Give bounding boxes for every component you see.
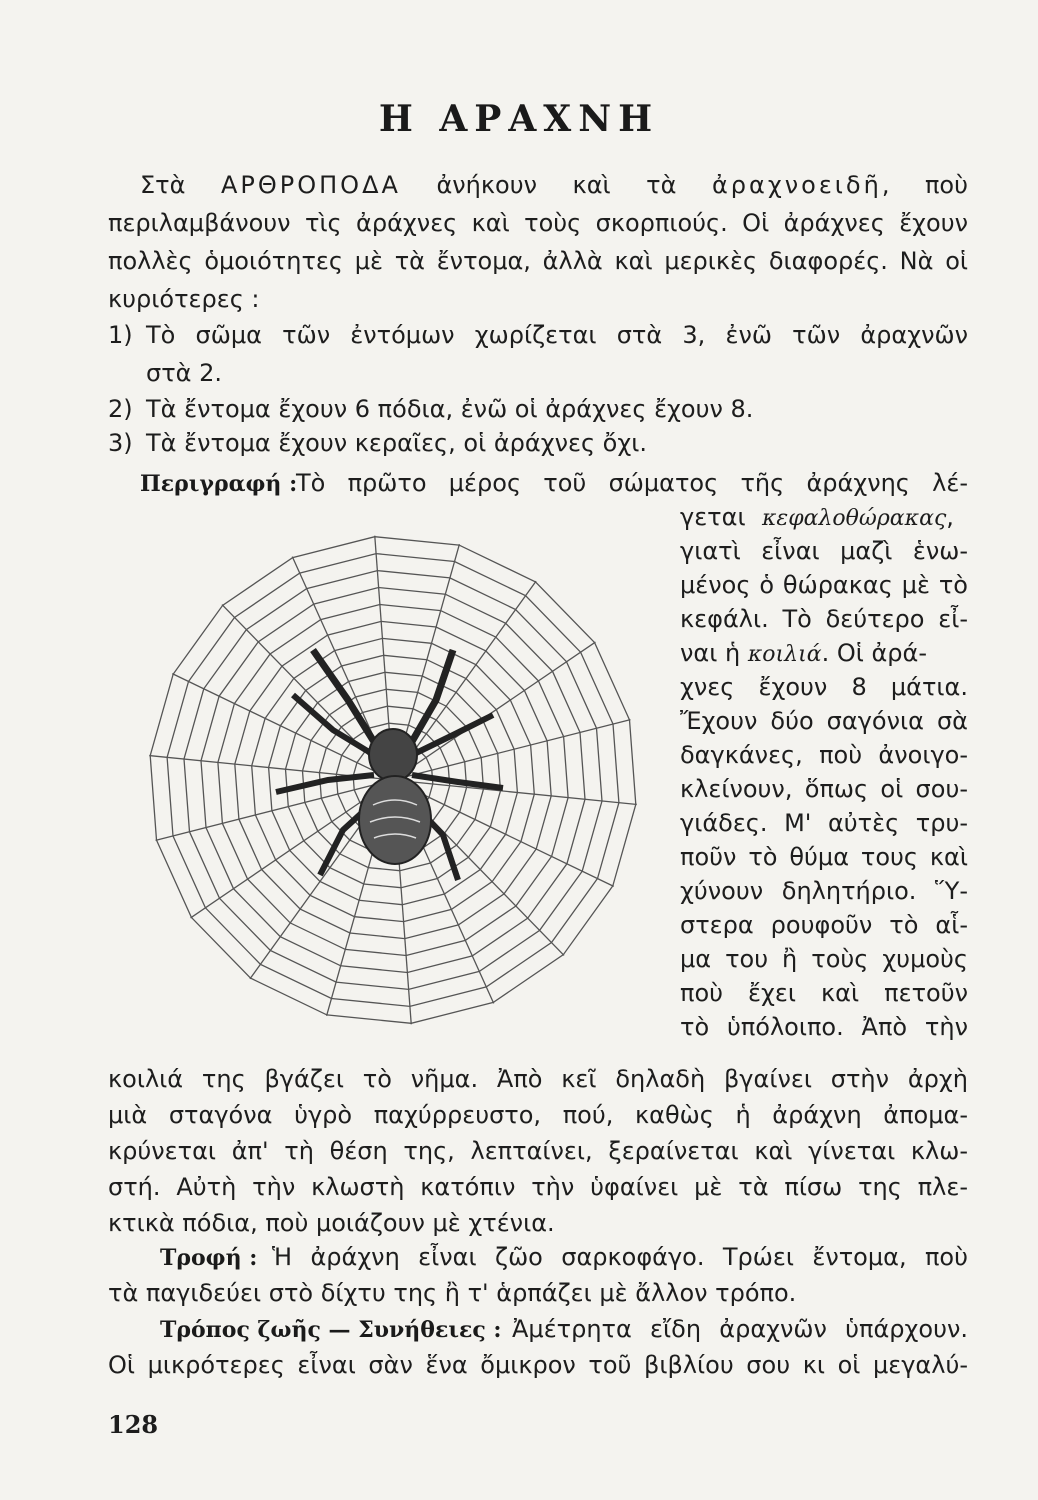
term-cephalothorax: κεφαλοθώρακας <box>762 506 947 531</box>
side-text: γεται <box>680 503 746 531</box>
description-heading-line <box>140 466 297 501</box>
intro-text: Στὰ <box>140 171 221 199</box>
description-line: κοιλιά της βγάζει τὸ νῆμα. Ἀπὸ κεῖ δηλαδὴ βγαίνει στὴν ἀρχὴ <box>108 1065 968 1093</box>
side-line: ποῦν τὸ θύμα τους καὶ <box>680 843 968 871</box>
side-text: ναι ἡ <box>680 639 748 667</box>
difference-continuation: στὰ 2. <box>146 359 223 387</box>
side-line <box>680 636 927 672</box>
difference-number: 1) <box>108 321 133 349</box>
description-line: κρύνεται ἀπ' τὴ θέση της, λεπταίνει, ξεραίνεται καὶ γίνεται κλω- <box>108 1137 968 1165</box>
habits-heading-text: Τρόπος ζωῆς — Συνήθειες : <box>160 1317 502 1343</box>
side-line: γιατὶ εἶναι μαζὶ ἑνω- <box>680 537 968 565</box>
side-line: Ἔχουν δύο σαγόνια σὰ <box>680 707 968 735</box>
difference-text: Τὰ ἔντομα ἔχουν κεραῖες, οἱ ἀράχνες ὄχι. <box>146 429 647 457</box>
description-line: κτικὰ πόδια, ποὺ μοιάζουν μὲ χτένια. <box>108 1209 555 1237</box>
side-line: χύνουν δηλητήριο. Ὕ- <box>680 877 968 905</box>
page-number: 128 <box>108 1410 159 1439</box>
description-heading: Περιγραφή : <box>140 471 298 497</box>
side-line: τὸ ὑπόλοιπο. Ἀπὸ τὴν <box>680 1013 968 1041</box>
difference-number: 2) <box>108 395 133 423</box>
side-line: μα του ἢ τοὺς χυμοὺς <box>680 945 968 973</box>
description-first-line: Τὸ πρῶτο μέρος τοῦ σώματος τῆς ἀράχνης λέ- <box>296 469 968 497</box>
side-line: μένος ὁ θώρακας μὲ τὸ <box>680 571 968 599</box>
food-heading-text: Τροφή : <box>160 1245 258 1271</box>
spider-web-illustration <box>108 530 668 1050</box>
side-line: κλείνουν, ὅπως οἱ σου- <box>680 775 968 803</box>
description-line: στή. Αὐτὴ τὴν κλωστὴ κατόπιν τὴν ὑφαίνει μὲ τὰ πίσω της πλε- <box>108 1173 968 1201</box>
difference-text: Τὸ σῶμα τῶν ἐντόμων χωρίζεται στὰ 3, ἐνῶ τῶν ἀραχνῶν <box>146 321 968 349</box>
side-line: κεφάλι. Τὸ δεύτερο εἶ- <box>680 605 968 633</box>
side-line: ποὺ ἔχει καὶ πετοῦν <box>680 979 968 1007</box>
spider-icon <box>276 650 503 880</box>
intro-line-2: περιλαμβάνουν τὶς ἀράχνες καὶ τοὺς σκορπιούς. Οἱ ἀράχνες ἔχουν <box>108 209 968 237</box>
food-line: Ἡ ἀράχνη εἶναι ζῶο σαρκοφάγο. Τρώει ἔντομα, ποὺ <box>272 1243 968 1271</box>
food-heading <box>160 1240 257 1275</box>
term-arthropoda: ΑΡΘΡΟΠΟΔΑ <box>220 171 401 199</box>
term-abdomen: κοιλιά <box>747 642 822 667</box>
side-line-italic <box>762 500 954 536</box>
difference-text: Τὰ ἔντομα ἔχουν 6 πόδια, ἐνῶ οἱ ἀράχνες ἔχουν 8. <box>146 395 754 423</box>
difference-number: 3) <box>108 429 133 457</box>
habits-line: Οἱ μικρότερες εἶναι σὰν ἕνα ὄμικρον τοῦ βιβλίου σου κι οἱ μεγαλύ- <box>108 1351 968 1379</box>
food-line: τὰ παγιδεύει στὸ δίχτυ της ἢ τ' ἁρπάζει μὲ ἄλλον τρόπο. <box>108 1279 797 1307</box>
habits-line: Ἀμέτρητα εἴδη ἀραχνῶν ὑπάρχουν. <box>512 1315 968 1343</box>
side-line: δαγκάνες, ποὺ ἀνοιγο- <box>680 741 968 769</box>
side-line: στερα ρουφοῦν τὸ αἷ- <box>680 911 968 939</box>
habits-heading <box>160 1312 502 1347</box>
description-line: μιὰ σταγόνα ὑγρὸ παχύρρευστο, πού, καθὼς ἡ ἀράχνη ἀπομα- <box>108 1101 968 1129</box>
side-line: χνες ἔχουν 8 μάτια. <box>680 673 968 701</box>
page-title: Η ΑΡΑΧΝΗ <box>378 98 660 140</box>
intro-text: , ποὺ <box>881 171 969 199</box>
intro-line-1 <box>140 168 968 202</box>
side-text: . Οἱ ἀρά- <box>821 639 927 667</box>
side-line <box>680 500 746 534</box>
term-arachnoids: ἀραχνοειδῆ <box>711 171 882 199</box>
side-line: γιάδες. Μ' αὐτὲς τρυ- <box>680 809 968 837</box>
intro-text: ἀνήκουν καὶ τὰ <box>400 171 712 199</box>
intro-line-3: πολλὲς ὁμοιότητες μὲ τὰ ἔντομα, ἀλλὰ καὶ μερικὲς διαφορές. Νὰ οἱ <box>108 247 968 275</box>
intro-line-4: κυριότερες : <box>108 285 260 313</box>
side-text: , <box>946 503 954 531</box>
